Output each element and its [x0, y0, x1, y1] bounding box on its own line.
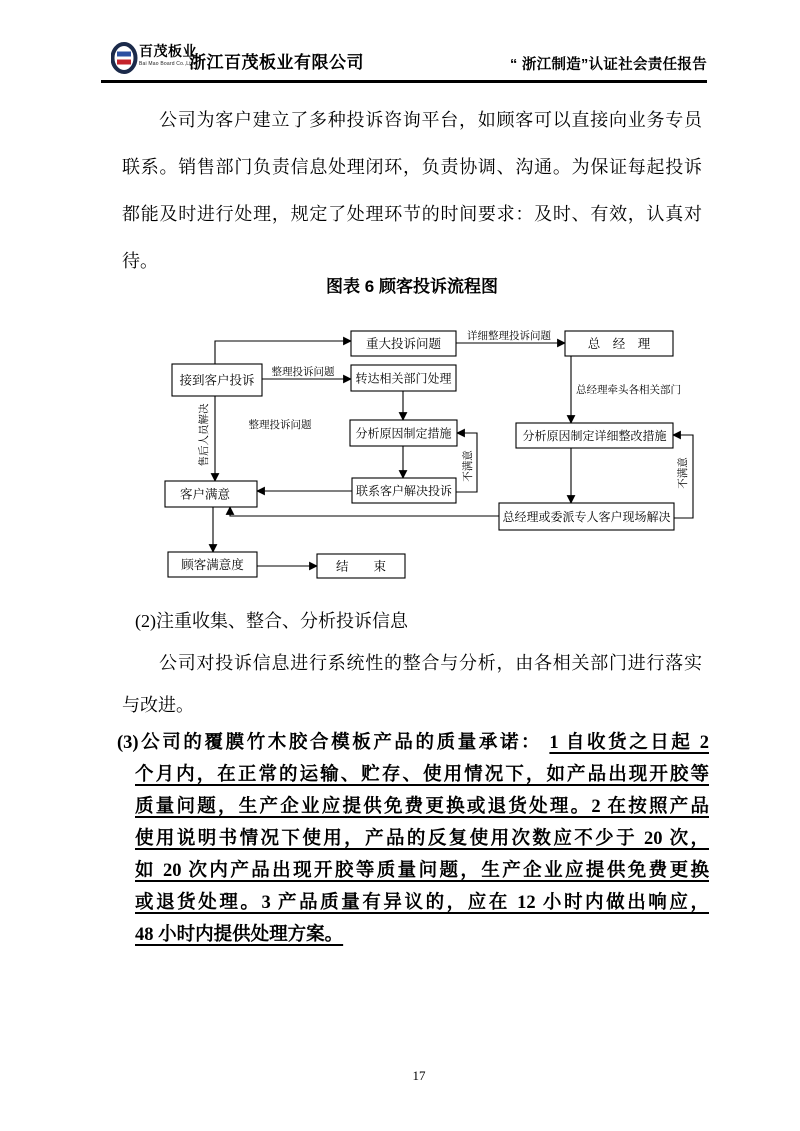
paragraph-complaint-platform — [122, 97, 702, 285]
promise-prefix: (3)公司的覆膜竹木胶合模板产品的质量承诺： — [117, 733, 550, 753]
logo-seal-icon — [111, 42, 141, 74]
logo-ring — [113, 44, 136, 72]
text-line — [117, 727, 709, 759]
text-line: 个月内，在正常的运输、贮存、使用情况下，如产品出现开胶等 — [135, 765, 709, 785]
text-line: 如 20 次内产品出现开胶等质量问题，生产企业应提供免费更换 — [135, 861, 709, 881]
text-line: 质量问题，生产企业应提供免费更换或退货处理。2 在按照产品 — [135, 797, 709, 817]
header-company-name: 浙江百茂板业有限公司 — [189, 53, 364, 72]
page-footer — [0, 1068, 800, 1084]
company-logo-mark — [111, 42, 141, 74]
flow-label-gm-lead: 总经理牵头各相关部门 — [576, 385, 681, 396]
logo-blue-board — [117, 52, 131, 57]
flow-label-sort1: 整理投诉问题 — [271, 367, 335, 378]
header-divider — [101, 80, 707, 83]
page-number: 17 — [412, 1068, 426, 1083]
flow-box-analyze2-label: 分析原因制定详细整改措施 — [522, 429, 667, 443]
text-line: 公司为客户建立了多种投诉咨询平台，如顾客可以直接向业务专员 — [159, 110, 702, 130]
flow-label-sort2: 整理投诉问题 — [248, 420, 312, 431]
subheading-2: (2)注重收集、整合、分析投诉信息 — [135, 611, 408, 631]
text-line: 或退货处理。3 产品质量有异议的，应在 12 小时内做出响应， — [135, 893, 709, 913]
header-report-title: “ 浙江制造”认证社会责任报告 — [509, 57, 707, 73]
arrow-receive-to-major — [215, 341, 351, 364]
text-line: 都能及时进行处理，规定了处理环节的时间要求：及时、有效，认真对 — [122, 204, 702, 224]
flow-box-satisfied-label: 客户满意 — [179, 487, 231, 502]
flow-box-contact-label: 联系客户解决投诉 — [355, 484, 453, 498]
flow-box-receive-label: 接到客户投诉 — [179, 373, 255, 388]
flow-box-survey-label: 顾客满意度 — [181, 558, 244, 572]
flow-box-major-label: 重大投诉问题 — [365, 337, 442, 351]
text-line: 公司对投诉信息进行系统性的整合与分析，由各相关部门进行落实 — [159, 653, 702, 673]
arrow-onsite-to-satisfied — [230, 507, 499, 516]
complaint-flowchart — [135, 320, 695, 585]
text-line: 48 小时内提供处理方案。 — [135, 925, 344, 945]
paragraph-complaint-analysis — [122, 600, 702, 726]
flow-label-unsatisfied-1: 不满意 — [463, 450, 474, 482]
flow-box-end-label: 结 束 — [335, 559, 387, 574]
text-line: 联系。销售部门负责信息处理闭环，负责协调、沟通。为保证每起投诉 — [122, 157, 702, 177]
text-line: 使用说明书情况下使用，产品的反复使用次数应不少于 20 次， — [135, 829, 709, 849]
promise-underlined-start: 1 自收货之日起 2 — [549, 733, 709, 753]
figure-caption: 图表 6 顾客投诉流程图 — [326, 277, 498, 296]
flow-box-onsite-label: 总经理或委派专人客户现场解决 — [502, 510, 671, 524]
flow-label-unsatisfied-2: 不满意 — [678, 457, 689, 489]
flow-box-gm-label: 总 经 理 — [587, 337, 651, 351]
flow-box-forward-label: 转达相关部门处理 — [355, 371, 452, 386]
logo-brand-subtext: Bai Mao Board Co.,Ltd. — [139, 61, 196, 67]
flow-label-detail-sort: 详细整理投诉问题 — [467, 331, 551, 342]
flow-label-aftersales: 售后人员解决 — [199, 403, 210, 467]
logo-brand-text: 百茂板业 — [139, 43, 197, 59]
text-line: 与改进。 — [122, 695, 194, 715]
flow-box-analyze-label: 分析原因制定措施 — [355, 426, 452, 441]
text-line: 待。 — [122, 251, 158, 271]
paragraph-quality-promise — [117, 727, 709, 951]
logo-red-board — [117, 60, 131, 65]
